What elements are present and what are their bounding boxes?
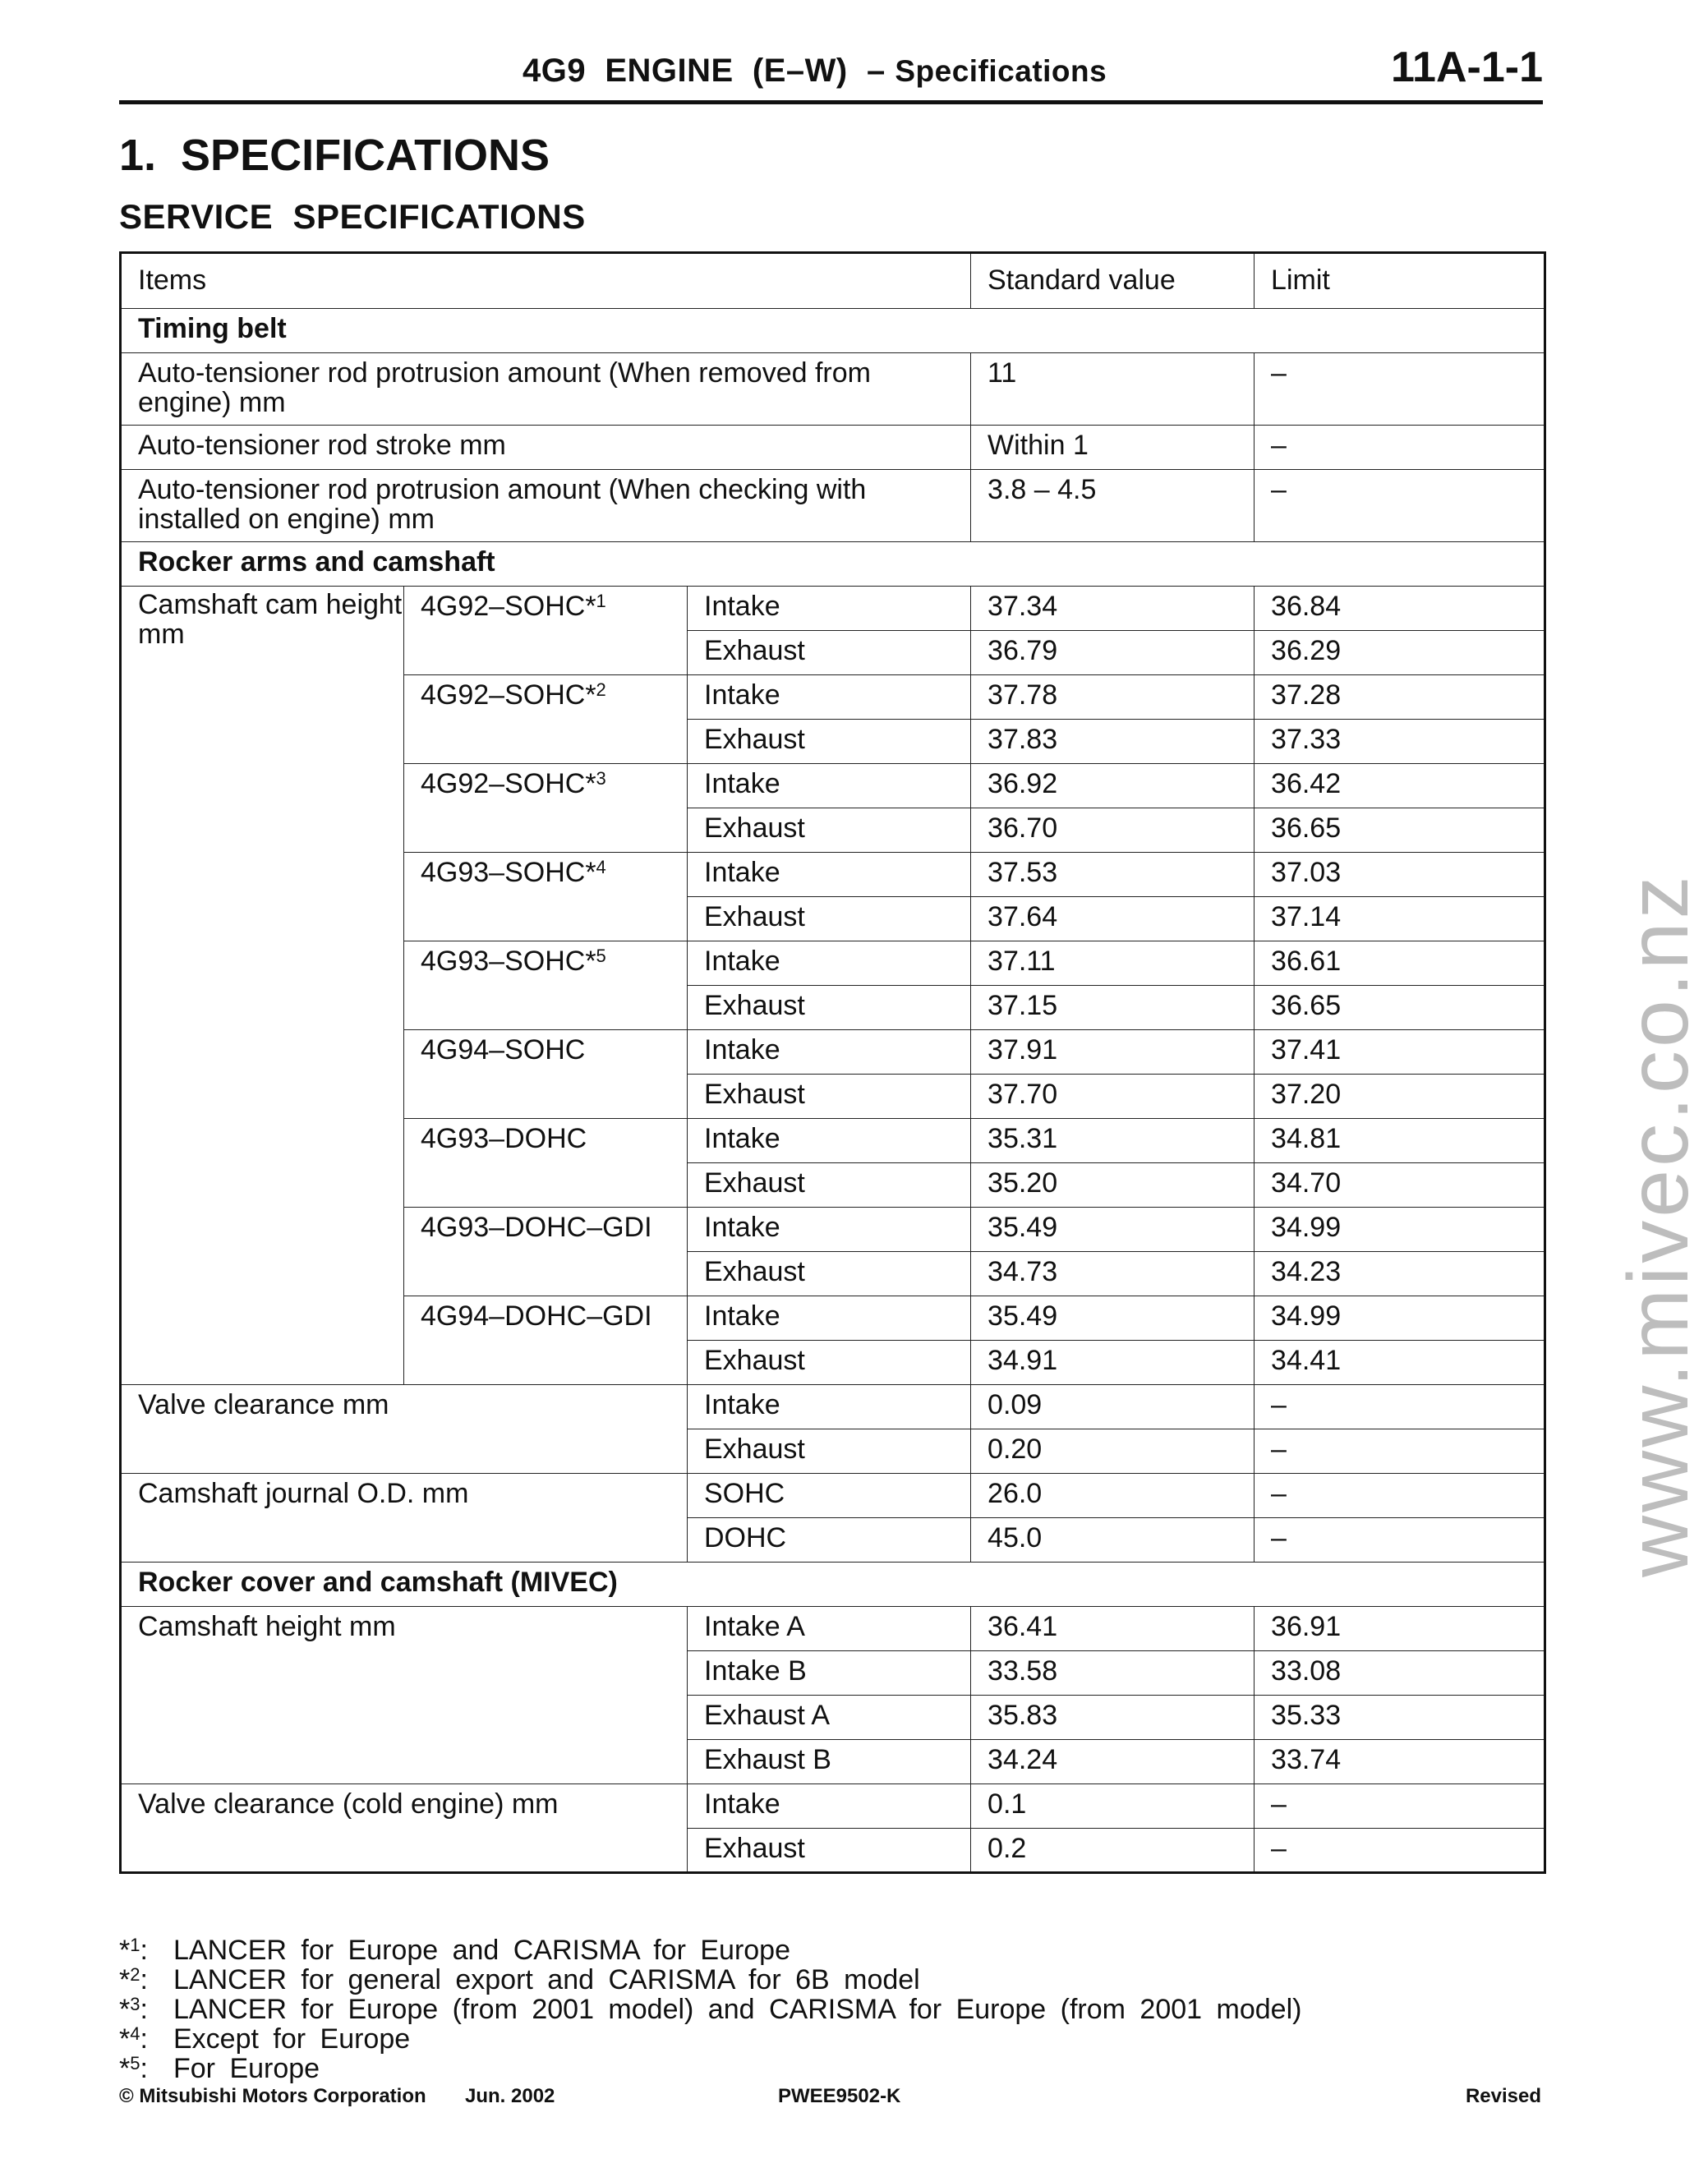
engine-model-cell (404, 675, 688, 764)
sub-item-cell: SOHC (688, 1474, 971, 1518)
column-header-limit: Limit (1255, 253, 1545, 309)
column-header-standard-value: Standard value (971, 253, 1255, 309)
camshaft-cam-height-label: Camshaft cam height mm (121, 587, 404, 1385)
footnote-mark (119, 1995, 173, 2024)
footnote-star: * (119, 1994, 131, 2025)
standard-value-cell: 36.41 (971, 1607, 1255, 1651)
limit-cell: 37.03 (1255, 853, 1545, 897)
limit-cell: 36.29 (1255, 631, 1545, 675)
limit-cell: 37.28 (1255, 675, 1545, 720)
limit-cell: 37.41 (1255, 1030, 1545, 1075)
valve-type-cell: Exhaust (688, 808, 971, 853)
engine-model-name: 4G93–SOHC* (421, 857, 596, 888)
header-title-sub: Specifications (895, 54, 1107, 88)
limit-cell: 36.84 (1255, 587, 1545, 631)
limit-cell: – (1255, 1518, 1545, 1563)
standard-value-cell: 34.73 (971, 1252, 1255, 1296)
standard-value-cell: 37.53 (971, 853, 1255, 897)
table-row (121, 470, 1545, 542)
standard-value-cell: 35.20 (971, 1163, 1255, 1208)
sub-item-cell: Intake B (688, 1651, 971, 1696)
limit-cell: 36.91 (1255, 1607, 1545, 1651)
footnote-reference: 4 (596, 857, 606, 877)
table-row (121, 1607, 1545, 1651)
section-heading: Rocker cover and camshaft (MIVEC) (121, 1563, 1545, 1607)
footer-document-code: PWEE9502-K (778, 2085, 901, 2107)
standard-value-cell: 11 (971, 353, 1255, 426)
sub-item-cell: Exhaust B (688, 1740, 971, 1784)
sub-item-cell: DOHC (688, 1518, 971, 1563)
valve-type-cell: Exhaust (688, 1252, 971, 1296)
limit-cell: – (1255, 1829, 1545, 1873)
sub-item-cell: Intake (688, 1784, 971, 1829)
limit-cell: – (1255, 470, 1545, 542)
engine-model-name: 4G93–SOHC* (421, 946, 596, 977)
footnotes (119, 1935, 1301, 2083)
standard-value-cell: 37.78 (971, 675, 1255, 720)
footnote-item (119, 1965, 1301, 1995)
footnote-text: LANCER for Europe (from 2001 model) and CARISMA for Europe (from 2001 model) (173, 1994, 1302, 2025)
section-title: 1. SPECIFICATIONS (119, 131, 550, 180)
limit-cell: – (1255, 1784, 1545, 1829)
watermark: www.mivec.co.nz (1611, 872, 1706, 1577)
footnote-colon: : (140, 1994, 148, 2025)
standard-value-cell: 37.91 (971, 1030, 1255, 1075)
valve-type-cell: Intake (688, 1208, 971, 1252)
footnote-star: * (119, 1935, 131, 1966)
standard-value-cell: 26.0 (971, 1474, 1255, 1518)
table-row (121, 353, 1545, 426)
standard-value-cell: 34.91 (971, 1341, 1255, 1385)
limit-cell: – (1255, 1385, 1545, 1429)
table-row (121, 1474, 1545, 1518)
footnote-number: 2 (130, 1964, 140, 1985)
footnote-item (119, 1935, 1301, 1965)
engine-model-cell (404, 1296, 688, 1385)
valve-type-cell: Exhaust (688, 1075, 971, 1119)
engine-model-cell (404, 764, 688, 853)
table-header-row (121, 253, 1545, 309)
footnote-colon: : (140, 2023, 148, 2055)
footnote-number: 1 (130, 1935, 140, 1955)
engine-model-cell (404, 1030, 688, 1119)
footnote-star: * (119, 1964, 131, 1995)
footnote-mark (119, 2054, 173, 2083)
table-row (121, 1784, 1545, 1829)
engine-model-cell (404, 1119, 688, 1208)
valve-type-cell: Exhaust (688, 720, 971, 764)
header-rule (119, 100, 1543, 104)
footnote-mark (119, 2024, 173, 2054)
sub-item-cell: Exhaust A (688, 1696, 971, 1740)
footnote-reference: 1 (596, 591, 606, 611)
valve-type-cell: Exhaust (688, 1341, 971, 1385)
footnote-item (119, 2054, 1301, 2083)
engine-model-name: 4G92–SOHC* (421, 591, 596, 622)
valve-type-cell: Intake (688, 764, 971, 808)
footnote-reference: 5 (596, 946, 606, 966)
table-row (121, 1385, 1545, 1429)
page-number: 11A-1-1 (1391, 44, 1543, 91)
footnote-reference: 2 (596, 679, 606, 700)
footnote-text: Except for Europe (173, 2023, 411, 2055)
valve-clearance-label: Valve clearance mm (121, 1385, 688, 1474)
standard-value-cell: 36.92 (971, 764, 1255, 808)
mivec-valve-clearance-label: Valve clearance (cold engine) mm (121, 1784, 688, 1873)
limit-cell: 34.99 (1255, 1296, 1545, 1341)
standard-value-cell: 45.0 (971, 1518, 1255, 1563)
valve-type-cell: Intake (688, 587, 971, 631)
standard-value-cell: 36.79 (971, 631, 1255, 675)
standard-value-cell: 0.09 (971, 1385, 1255, 1429)
engine-model-name: 4G94–SOHC (421, 1034, 586, 1065)
header-title-main: 4G9 ENGINE (E–W) – (523, 53, 886, 89)
sub-item-cell: Exhaust (688, 1429, 971, 1474)
limit-cell: 34.81 (1255, 1119, 1545, 1163)
standard-value-cell: 0.20 (971, 1429, 1255, 1474)
engine-model-cell (404, 1208, 688, 1296)
footnote-number: 4 (130, 2023, 140, 2044)
valve-type-cell: Exhaust (688, 897, 971, 941)
limit-cell: – (1255, 1474, 1545, 1518)
service-specifications-table (119, 251, 1546, 1874)
limit-cell: 33.74 (1255, 1740, 1545, 1784)
standard-value-cell: 35.49 (971, 1208, 1255, 1252)
footer-copyright: © Mitsubishi Motors Corporation (119, 2085, 426, 2107)
table-row (121, 426, 1545, 470)
valve-type-cell: Exhaust (688, 1163, 971, 1208)
section-row-timing-belt (121, 309, 1545, 353)
standard-value-cell: 37.11 (971, 941, 1255, 986)
valve-type-cell: Exhaust (688, 631, 971, 675)
standard-value-cell: 37.15 (971, 986, 1255, 1030)
sub-item-cell: Intake A (688, 1607, 971, 1651)
limit-cell: 36.65 (1255, 808, 1545, 853)
standard-value-cell: 35.83 (971, 1696, 1255, 1740)
item-cell: Auto-tensioner rod protrusion amount (When removed from engine) mm (121, 353, 971, 426)
engine-model-name: 4G93–DOHC (421, 1123, 587, 1154)
limit-cell: 37.33 (1255, 720, 1545, 764)
footnote-item (119, 2024, 1301, 2054)
limit-cell: 37.20 (1255, 1075, 1545, 1119)
standard-value-cell: 34.24 (971, 1740, 1255, 1784)
footnote-mark (119, 1965, 173, 1995)
column-header-items: Items (121, 253, 971, 309)
section-row-mivec (121, 1563, 1545, 1607)
footnote-colon: : (140, 1964, 148, 1995)
engine-model-name: 4G94–DOHC–GDI (421, 1300, 652, 1332)
limit-cell: 35.33 (1255, 1696, 1545, 1740)
valve-type-cell: Intake (688, 1030, 971, 1075)
standard-value-cell: Within 1 (971, 426, 1255, 470)
limit-cell: 36.42 (1255, 764, 1545, 808)
standard-value-cell: 3.8 – 4.5 (971, 470, 1255, 542)
footnote-item (119, 1995, 1301, 2024)
footnote-text: LANCER for Europe and CARISMA for Europe (173, 1935, 790, 1966)
mivec-camshaft-height-label: Camshaft height mm (121, 1607, 688, 1784)
footer-date: Jun. 2002 (465, 2085, 555, 2107)
engine-model-name: 4G92–SOHC* (421, 768, 596, 799)
sub-item-cell: Exhaust (688, 1829, 971, 1873)
footnote-colon: : (140, 1935, 148, 1966)
camshaft-journal-label: Camshaft journal O.D. mm (121, 1474, 688, 1563)
valve-type-cell: Exhaust (688, 986, 971, 1030)
sub-item-cell: Intake (688, 1385, 971, 1429)
limit-cell: – (1255, 353, 1545, 426)
standard-value-cell: 37.83 (971, 720, 1255, 764)
footnote-text: LANCER for general export and CARISMA for 6B model (173, 1964, 920, 1995)
standard-value-cell: 0.1 (971, 1784, 1255, 1829)
section-row-rocker-arms (121, 542, 1545, 587)
limit-cell: 36.61 (1255, 941, 1545, 986)
subsection-title: SERVICE SPECIFICATIONS (119, 197, 586, 236)
item-cell: Auto-tensioner rod protrusion amount (When checking with installed on engine) mm (121, 470, 971, 542)
limit-cell: 34.70 (1255, 1163, 1545, 1208)
footnote-star: * (119, 2023, 131, 2055)
footnote-reference: 3 (596, 768, 606, 789)
section-heading: Timing belt (121, 309, 1545, 353)
engine-model-cell (404, 587, 688, 675)
valve-type-cell: Intake (688, 1119, 971, 1163)
valve-type-cell: Intake (688, 941, 971, 986)
header-title (523, 53, 1107, 90)
table-row (121, 587, 1545, 631)
standard-value-cell: 35.31 (971, 1119, 1255, 1163)
limit-cell: 37.14 (1255, 897, 1545, 941)
standard-value-cell: 0.2 (971, 1829, 1255, 1873)
standard-value-cell: 36.70 (971, 808, 1255, 853)
valve-type-cell: Intake (688, 853, 971, 897)
limit-cell: 36.65 (1255, 986, 1545, 1030)
standard-value-cell: 37.64 (971, 897, 1255, 941)
engine-model-cell (404, 853, 688, 941)
limit-cell: 34.99 (1255, 1208, 1545, 1252)
standard-value-cell: 33.58 (971, 1651, 1255, 1696)
engine-model-cell (404, 941, 688, 1030)
footnote-colon: : (140, 2053, 148, 2084)
footer-status: Revised (1465, 2085, 1541, 2107)
footnote-number: 5 (130, 2053, 140, 2073)
footnote-star: * (119, 2053, 131, 2084)
limit-cell: 33.08 (1255, 1651, 1545, 1696)
footnote-number: 3 (130, 1994, 140, 2014)
footnote-mark (119, 1935, 173, 1965)
limit-cell: – (1255, 1429, 1545, 1474)
footnote-text: For Europe (173, 2053, 320, 2084)
item-cell: Auto-tensioner rod stroke mm (121, 426, 971, 470)
valve-type-cell: Intake (688, 675, 971, 720)
limit-cell: 34.23 (1255, 1252, 1545, 1296)
valve-type-cell: Intake (688, 1296, 971, 1341)
section-heading: Rocker arms and camshaft (121, 542, 1545, 587)
standard-value-cell: 37.70 (971, 1075, 1255, 1119)
limit-cell: – (1255, 426, 1545, 470)
standard-value-cell: 37.34 (971, 587, 1255, 631)
engine-model-name: 4G93–DOHC–GDI (421, 1212, 652, 1243)
limit-cell: 34.41 (1255, 1341, 1545, 1385)
engine-model-name: 4G92–SOHC* (421, 679, 596, 711)
standard-value-cell: 35.49 (971, 1296, 1255, 1341)
